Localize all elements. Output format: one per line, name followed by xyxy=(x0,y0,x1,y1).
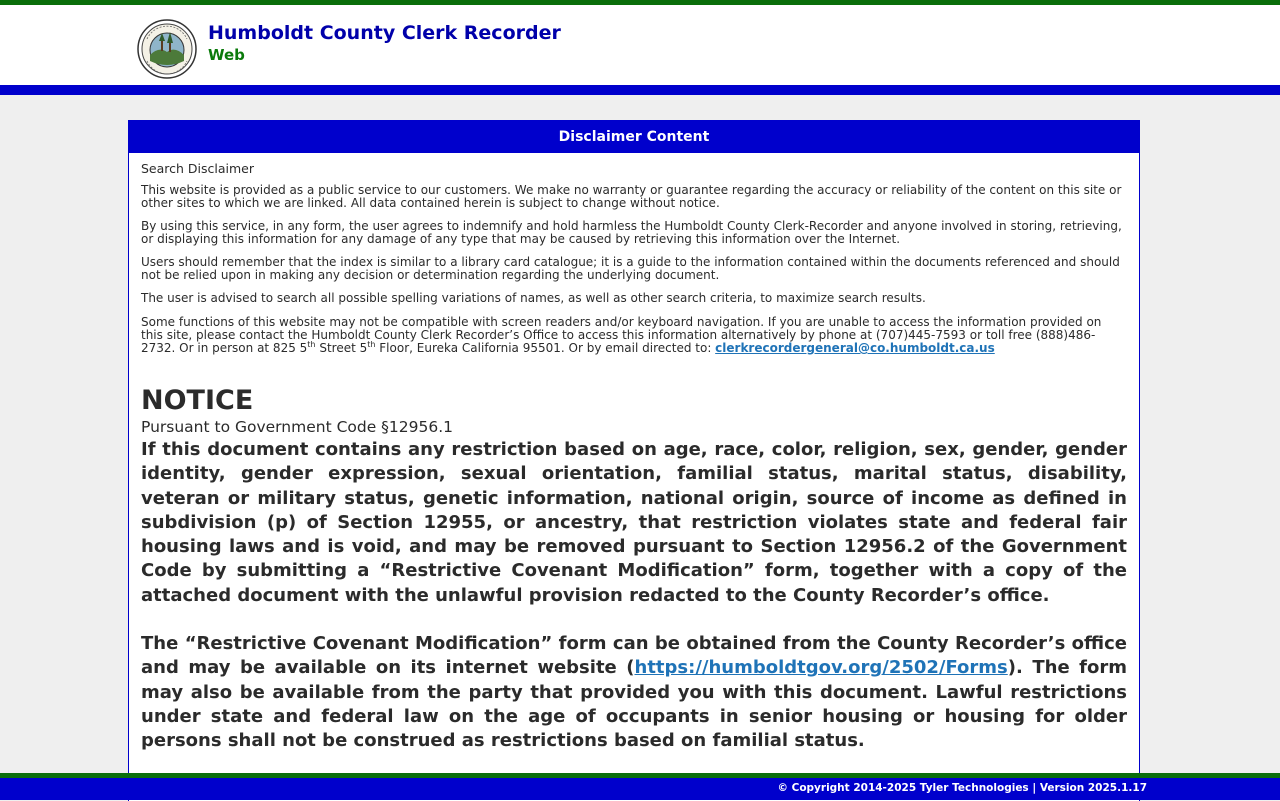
panel-title: Disclaimer Content xyxy=(129,121,1139,153)
accessibility-text: Floor, Eureka California 95501. Or by email directed to: xyxy=(375,341,716,355)
site-title[interactable]: Humboldt County Clerk Recorder xyxy=(208,22,561,44)
notice-text: The “Restrictive Covenant Modification” form can be obtained from the County Recorder’s office and may be available on its internet website ( xyxy=(141,633,1127,679)
disclaimer-paragraph: Users should remember that the index is similar to a library card catalogue; it is a guide to the information contained within the documents referenced and should not be relied upon in making any decision or determination regarding the underlying document. xyxy=(141,255,1120,282)
email-link[interactable]: clerkrecordergeneral@co.humboldt.ca.us xyxy=(715,341,995,355)
superscript: th xyxy=(307,340,316,349)
superscript: th xyxy=(367,340,376,349)
notice-subtitle: Pursuant to Government Code §12956.1 xyxy=(141,418,454,436)
forms-link[interactable]: https://humboldtgov.org/2502/Forms xyxy=(634,657,1008,679)
accessibility-paragraph xyxy=(141,316,1127,355)
copyright-text: © Copyright 2014-2025 Tyler Technologies | Version 2025.1.17 xyxy=(777,782,1147,794)
panel-body xyxy=(129,162,1139,754)
disclaimer-paragraph: By using this service, in any form, the user agrees to indemnify and hold harmless the Humboldt County Clerk-Recorder and anyone involved in storing, retrieving, or displaying this information for any damage of any type that may be caused by retrieving this information over the Internet. xyxy=(141,219,1122,246)
disclaimer-paragraph: This website is provided as a public service to our customers. We make no warranty or guarantee regarding the accuracy or reliability of the content on this site or other sites to which we are linked. All data contained herein is subject to change without notice. xyxy=(141,183,1122,210)
disclaimer-title: Search Disclaimer xyxy=(141,161,255,176)
notice-text: ). The form may also be available from the party that provided you with this document. Lawful restrictions under state and federal law on the age of occupants in senior housing or housing for older persons shall not be construed as restrictions based on familial status. xyxy=(141,657,1127,752)
disclaimer-panel xyxy=(128,120,1140,801)
notice-paragraph: If this document contains any restriction based on age, race, color, religion, sex, gender, gender identity, gender expression, sexual orientation, familial status, marital status, disability, veteran or military status, genetic information, national origin, source of income as defined in subdivision (p) of Section 12955, or ancestry, that restriction violates state and federal fair housing laws and is void, and may be removed pursuant to Section 12956.2 of the Government Code by submitting a “Restrictive Covenant Modification” form, together with a copy of the attached document with the unlawful provision redacted to the County Recorder’s office. xyxy=(141,439,1127,606)
site-footer xyxy=(0,778,1280,800)
notice-paragraph xyxy=(141,632,1127,753)
accessibility-text: Street 5 xyxy=(315,341,368,355)
site-subtitle: Web xyxy=(208,46,245,64)
disclaimer-paragraph: The user is advised to search all possible spelling variations of names, as well as other search criteria, to maximize search results. xyxy=(141,291,926,305)
notice-title: NOTICE xyxy=(141,385,254,416)
header-blue-bar xyxy=(0,85,1280,95)
accessibility-text: Some functions of this website may not be compatible with screen readers and/or keyboard navigation. If you are unable to access the information provided on this site, please contact the Humboldt County Clerk Recorder’s Office to access this information alternatively by phone at (707)445-7593 or toll free (888)486-2732. Or in person at 825 5 xyxy=(141,315,1102,355)
site-header xyxy=(0,5,1280,85)
county-seal-icon[interactable] xyxy=(137,19,197,79)
